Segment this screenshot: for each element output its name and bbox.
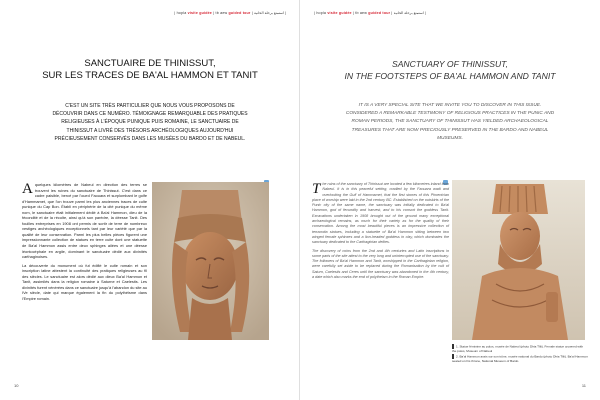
body-paragraph-2: La découverte du monument où fut édifié le culte romain et son inscription latine attestent la continuité des pratiques religieuses au fil des siècles. Le sanctuaire est alors dédié aux dieux Ba'al Hammon et Tanit, assimilés dans la religion romaine à Saturne et Caelestis. Les divinités furent vénérées dans ce sanctuaire jusqu'à l'abandon du site au IVe siècle, date qui marque également la fin du polythéisme dans l'Empire romain. xyxy=(22,262,147,301)
running-head xyxy=(174,11,286,15)
running-head-mid: | tb aew xyxy=(213,11,228,15)
body-paragraph xyxy=(312,182,449,246)
body-paragraph xyxy=(22,182,147,260)
running-head-prefix: | hopla xyxy=(314,11,327,15)
running-head-accent-2: guided tour xyxy=(228,11,251,15)
body-paragraph-1: he ruins of the sanctuary of Thinissut are located a few kilometres inland from Nabeul. It is in this peaceful setting, cradled by the Faouara wadi and overlooking the Gulf of Hammamet, that the first stones of this Phoenician place of worship were laid in the 2nd century BC. Established on the outskirts of the Punic city of the same name, the sanctuary was initially dedicated to Ba'al Hammon, god of fecundity and harvest, and to his consort the goddess Tanit. Excavations undertaken in 1908 brought out of the ground many exceptional archaeological remains, as much for their variety as for the quality of their conservation. Among the most beautiful pieces is an impressive collection of terracotta statues, including a statuette of Ba'al Hammon sitting between two winged female sphinxes and a lion-headed goddess in clay, which dominates the sanctuary dedicated to the Carthaginian deities. xyxy=(312,182,449,245)
running-head-suffix: | استمتع برحلة الحانية | xyxy=(251,11,286,15)
statue-illustration xyxy=(452,180,585,340)
body-paragraph-1: quelques kilomètres de Nabeul en direction des terres se trouvent les ruines du sanctuaire de Thinissut. C'est dans ce cadre paisible, bercé par l'oued Faouara et surplombant le golfe d'Hammamet, que l'on trouve parmi les plus anciennes traces de culte punique du Cap Bon. Établi en périphérie de la cité punique du même nom, le sanctuaire était initialement dédié à Ba'al Hammon, dieu de la fécondité et de la récolte, ainsi qu'à son parèdre, la déesse Tanit. Des fouilles entreprises en 1908 ont permis de sortir de terre de nombreux vestiges archéologiques exceptionnels tant par leur variété que par la qualité de leur conservation. Parmi les plus belles pièces figurent une impressionnante collection de statues en terre cuite dont une statuette de Ba'al Hammon assis entre deux sphinges ailées et une déesse léontocéphale en argile, dominant le sanctuaire dédié aux divinités carthaginoises. xyxy=(22,182,147,260)
photo-baal-hammon-statue xyxy=(452,180,585,340)
running-head-accent: visite guidée xyxy=(327,11,352,15)
article-title-fr xyxy=(20,58,280,82)
page-number: 10 xyxy=(14,383,19,388)
caption-text-2: 2. Ba'al Hammon assis sur son trône, musée national du Bardo (photo Dhia Tlili). Ba'al Hammon seated on his throne, National Museum of Bardo xyxy=(452,354,588,364)
title-line-2: IN THE FOOTSTEPS OF BA'AL HAMMON AND TANIT xyxy=(344,71,556,81)
intro-fr: C'EST UN SITE TRÈS PARTICULIER QUE NOUS VOUS PROPOSONS DE DÉCOUVRIR DANS CE NUMÉRO. TÉMOIGNAGE REMARQUABLE DES PRATIQUES RELIGIEUSES À L'ÉPOQUE PUNIQUE PUIS ROMAINE, LE SANCTUAIRE DE THINISSUT A LIVRÉ DES TRÉSORS ARCHÉOLOGIQUES AUJOURD'HUI PRÉCIEUSEMENT CONSERVÉS DANS LES MUSÉES DU BARDO ET DE NABEUL. xyxy=(52,103,248,142)
article-title-en xyxy=(320,58,580,82)
dropcap: T xyxy=(312,181,321,197)
caption-line-1 xyxy=(452,344,588,353)
running-head-mid: | tb aew xyxy=(352,11,368,15)
body-text-en xyxy=(312,182,449,283)
page-number: 11 xyxy=(581,383,586,388)
body-paragraph-2: The discovery of coins from the 2nd and 4th centuries and Latin inscriptions in some parts of the site attest to the very long and uninterrupted use of the sanctuary. The followers of Ba'al Hammon and Tanit, worshipped in the Carthaginian religion, were carefully set aside to be replaced during the Romanisation by the cult of Saturn, Caelestis and Ceres until the sanctuary was abandoned in the 4th century, a date which also marks the end of polytheism in the Roman Empire. xyxy=(312,248,449,280)
running-head-prefix: | hopla xyxy=(174,11,187,15)
title-line-2: SUR LES TRACES DE BA'AL HAMMON ET TANIT xyxy=(42,70,258,81)
running-head xyxy=(314,11,426,15)
title-line-1: SANCTUAIRE DE THINISSUT, xyxy=(84,58,216,69)
intro-en: IT IS A VERY SPECIAL SITE THAT WE INVITE YOU TO DISCOVER IN THIS ISSUE. CONSIDERED A REMARKABLE TESTIMONY OF RELIGIOUS PRACTICES IN THE PUNIC AND ROMAN PERIODS, THE SANCTUARY OF THINISSUT HAS YIELDED ARCHAEOLOGICAL TREASURES THAT ARE NOW PRECIOUSLY PRESERVED IN THE BARDO AND NABEUL MUSEUMS. xyxy=(345,103,555,141)
running-head-accent: visite guidée xyxy=(187,11,212,15)
running-head-suffix: | استمتع برحلة الحانية | xyxy=(391,11,426,15)
dropcap: A xyxy=(22,181,33,197)
title-line-1: SANCTUARY OF THINISSUT, xyxy=(391,59,509,69)
caption-text-1: 1. Statue féminine au polos, musée de Nabeul (photo Dhia Tlili). Female statue crowned with the polos, Museum of Nabeul xyxy=(452,344,584,353)
statue-illustration xyxy=(152,182,269,340)
figure-caption xyxy=(452,344,588,365)
right-page xyxy=(300,0,600,400)
body-text-fr xyxy=(22,182,147,304)
caption-line-2 xyxy=(452,354,588,363)
running-head-accent-2: guided tour xyxy=(368,11,391,15)
photo-female-statue xyxy=(152,182,269,340)
